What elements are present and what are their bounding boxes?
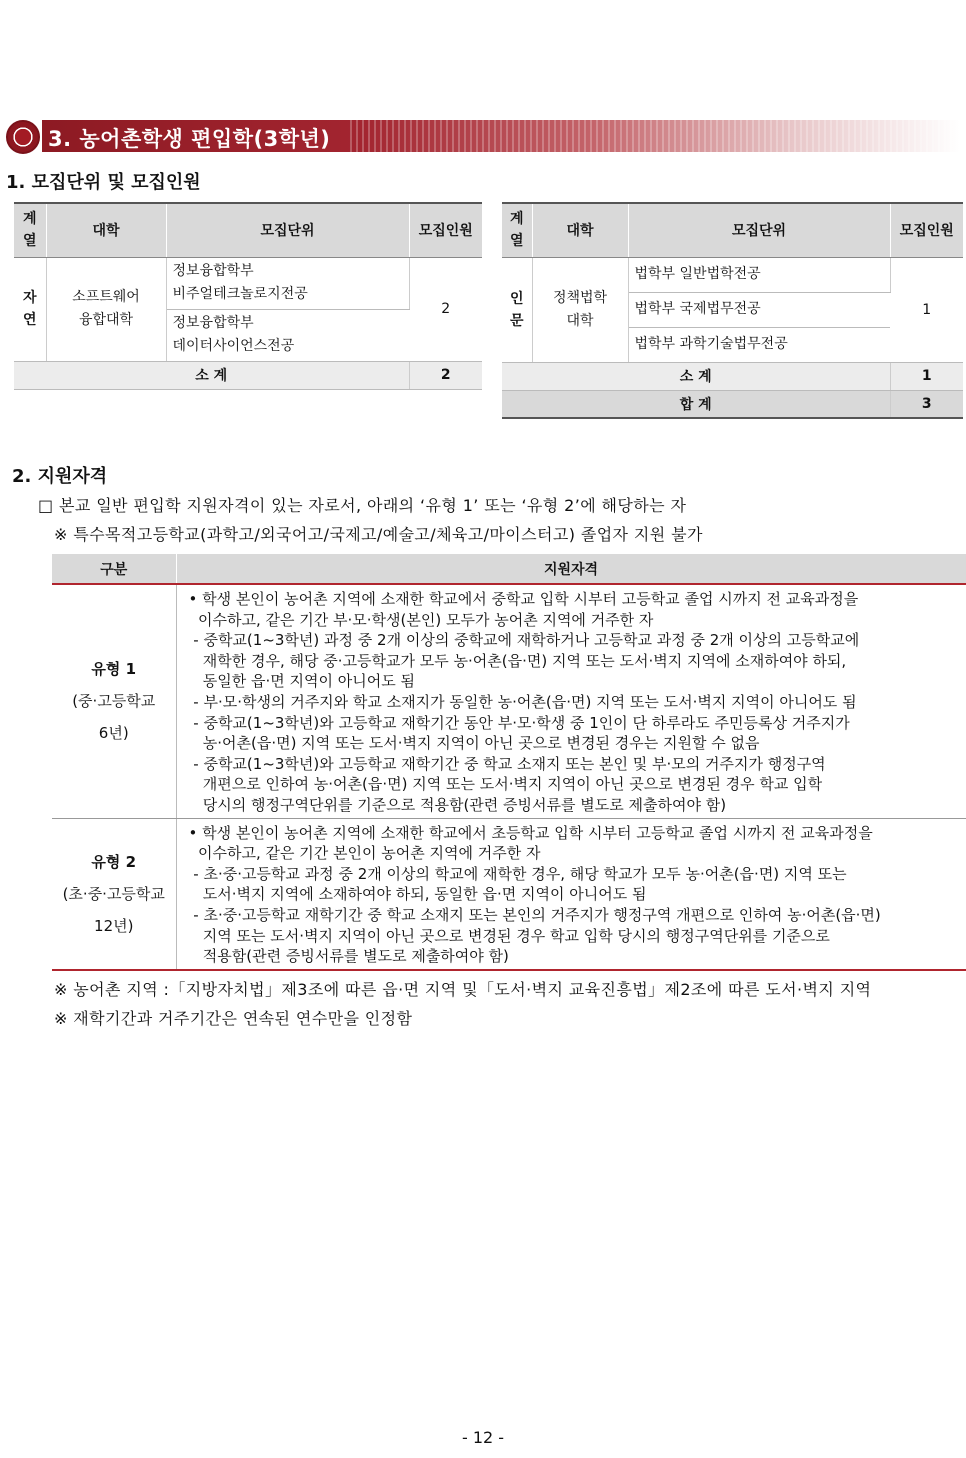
qualification-line: - 초·중·고등학교 과정 중 2개 이상의 학교에 재학한 경우, 해당 학교가 모두 농·어촌(읍·면) 지역 또는 <box>188 864 847 883</box>
eligibility-statement: □ 본교 일반 편입학 지원자격이 있는 자로서, 아래의 ‘유형 1’ 또는 ‘유형 2’에 해당하는 자 <box>38 496 687 515</box>
type2-name: 유형 2 <box>91 852 137 871</box>
university-seal-icon <box>6 120 40 154</box>
page-number: - 12 - <box>461 1428 505 1447</box>
unit-cell: 법학부 일반법학전공 <box>628 257 890 292</box>
qualification-line: 동일한 읍·면 지역이 아니어도 됨 <box>188 672 416 691</box>
qualification-line: 지역 또는 도서·벽지 지역이 아닌 곳으로 변경된 경우 학교 입학 당시의 행정구역단위를 기준으로 <box>188 926 830 945</box>
qualification-line: - 부·모·학생의 거주지와 학교 소재지가 동일한 농·어촌(읍·면) 지역 또는 도서·벽지 지역이 아니어도 됨 <box>188 692 857 711</box>
header-qualification: 지원자격 <box>176 554 966 584</box>
type1-lines <box>177 585 966 818</box>
header-type: 구분 <box>52 554 176 584</box>
type1-sub: (중·고등학교 <box>72 692 156 711</box>
exclusion-note: ※ 특수목적고등학교(과학고/외국어고/국제고/예술고/체육고/마이스터고) 졸업자 지원 불가 <box>54 525 703 544</box>
type2-lines <box>177 819 966 969</box>
gyeyeol-cell: 인 문 <box>502 257 532 362</box>
type1-row <box>52 584 966 818</box>
college-cell: 정책법학 대학 <box>532 257 628 362</box>
type2-qualification-cell <box>176 818 966 970</box>
header-count: 모집인원 <box>409 203 482 257</box>
section1-title: 1. 모집단위 및 모집인원 <box>6 172 201 193</box>
gyeyeol-cell: 자 연 <box>14 257 46 361</box>
qualification-line: 적용함(관련 증빙서류를 별도로 제출하여야 함) <box>188 947 509 966</box>
eligibility-table <box>52 554 966 971</box>
count-cell: 1 <box>890 257 963 362</box>
unit-cell: 법학부 과학기술법무전공 <box>628 327 890 362</box>
qualification-line: 농·어촌(읍·면) 지역 또는 도서·벽지 지역이 아닌 곳으로 변경된 경우는 지원할 수 없음 <box>188 734 760 753</box>
total-value: 3 <box>890 390 963 418</box>
qualification-line: - 초·중·고등학교 재학기간 중 학교 소재지 또는 본인의 거주지가 행정구역 개편으로 인하여 농·어촌(읍·면) <box>188 905 881 924</box>
header-count: 모집인원 <box>890 203 963 257</box>
unit-cell: 정보융합학부 데이터사이언스전공 <box>166 309 409 361</box>
type1-qualification-cell <box>176 584 966 818</box>
note-period: ※ 재학기간과 거주기간은 연속된 연수만을 인정함 <box>54 1009 413 1028</box>
section-banner <box>6 118 960 154</box>
qualification-line: 이수하고, 같은 기간 본인이 농어촌 지역에 거주한 자 <box>188 844 541 863</box>
header-gyeyeol: 계 열 <box>14 203 46 257</box>
section2-title: 2. 지원자격 <box>12 466 108 487</box>
qualification-line: 이수하고, 같은 기간 부·모·학생(본인) 모두가 농어촌 지역에 거주한 자 <box>188 610 654 629</box>
qualification-line: 도서·벽지 지역에 소재하여야 하되, 동일한 읍·면 지역이 아니어도 됨 <box>188 885 647 904</box>
type1-sub2: 6년) <box>98 724 129 743</box>
header-unit: 모집단위 <box>166 203 409 257</box>
type1-label-cell <box>52 584 176 818</box>
subtotal-value: 2 <box>409 361 482 389</box>
type2-row <box>52 818 966 970</box>
recruitment-table-humanities <box>502 202 963 419</box>
type1-name: 유형 1 <box>91 660 137 679</box>
type2-sub2: 12년) <box>94 916 134 935</box>
note-rural-area: ※ 농어촌 지역 :「지방자치법」제3조에 따른 읍·면 지역 및「도서·벽지 교육진흥법」제2조에 따른 도서·벽지 지역 <box>54 980 872 999</box>
subtotal-label: 소 계 <box>502 362 890 390</box>
header-college: 대학 <box>46 203 166 257</box>
qualification-line: - 중학교(1~3학년)와 고등학교 재학기간 동안 부·모·학생 중 1인이 단 하루라도 주민등록상 거주지가 <box>188 713 850 732</box>
qualification-line: 개편으로 인하여 농·어촌(읍·면) 지역 또는 도서·벽지 지역이 아닌 곳으로 변경된 경우 학교 입학 <box>188 775 823 794</box>
qualification-line: 재학한 경우, 해당 중·고등학교가 모두 농·어촌(읍·면) 지역 또는 도서·벽지 지역에 소재하여야 하되, <box>188 651 847 670</box>
banner-stripes <box>346 120 960 152</box>
unit-cell: 법학부 국제법무전공 <box>628 292 890 327</box>
total-label: 합 계 <box>502 390 890 418</box>
unit-cell: 정보융합학부 비주얼테크놀로지전공 <box>166 257 409 309</box>
subtotal-label: 소 계 <box>14 361 409 389</box>
qualification-line: - 중학교(1~3학년)와 고등학교 재학기간 중 학교 소재지 또는 본인 및 부·모의 거주지가 행정구역 <box>188 754 826 773</box>
qualification-line: - 중학교(1~3학년) 과정 중 2개 이상의 중학교에 재학하거나 고등학교 과정 중 2개 이상의 고등학교에 <box>188 631 860 650</box>
header-unit: 모집단위 <box>628 203 890 257</box>
qualification-line: • 학생 본인이 농어촌 지역에 소재한 학교에서 초등학교 입학 시부터 고등학교 졸업 시까지 전 교육과정을 <box>188 823 873 842</box>
type2-sub: (초·중·고등학교 <box>62 884 165 903</box>
subtotal-value: 1 <box>890 362 963 390</box>
count-cell: 2 <box>409 257 482 361</box>
header-college: 대학 <box>532 203 628 257</box>
banner-title: 3. 농어촌학생 편입학(3학년) <box>48 127 331 151</box>
qualification-line: • 학생 본인이 농어촌 지역에 소재한 학교에서 중학교 입학 시부터 고등학교 졸업 시까지 전 교육과정을 <box>188 590 859 608</box>
header-gyeyeol: 계 열 <box>502 203 532 257</box>
college-cell: 소프트웨어 융합대학 <box>46 257 166 361</box>
recruitment-table-natural <box>14 202 482 390</box>
type2-label-cell <box>52 818 176 970</box>
qualification-line: 당시의 행정구역단위를 기준으로 적용함(관련 증빙서류를 별도로 제출하여야 함) <box>188 795 727 814</box>
